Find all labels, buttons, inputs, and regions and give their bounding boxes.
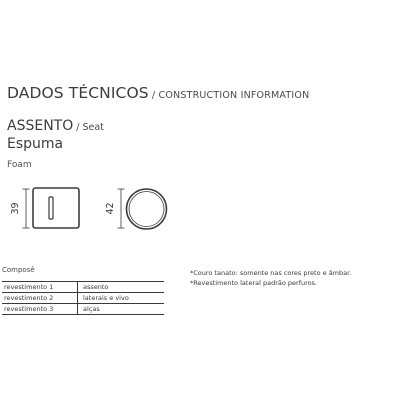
subsection-subtitle: Foam	[7, 160, 32, 170]
composition-table	[2, 281, 164, 315]
table-row	[2, 282, 164, 293]
section-title-pt: ASSENTO	[7, 118, 74, 134]
table-row	[2, 293, 164, 304]
composition-caption: Composê	[2, 266, 35, 274]
page-title	[7, 84, 309, 105]
table-row	[2, 304, 164, 315]
pouf-top-view-icon	[100, 186, 180, 234]
notes	[190, 268, 351, 288]
top-view-dimension-label: 42	[105, 202, 116, 215]
section-title	[7, 117, 104, 136]
note-item: *Revestimento lateral padrão perfuros.	[190, 279, 318, 287]
subsection-title: Espuma	[7, 136, 64, 152]
side-view-body	[33, 188, 79, 228]
composition-desc-cell: laterais e vivo	[78, 293, 165, 304]
top-view-body	[127, 189, 167, 229]
composition-part-cell: revestimento 3	[2, 304, 78, 315]
composition-part-cell: revestimento 1	[2, 282, 78, 293]
note-item: *Couro tanato: somente nas cores preto e âmbar.	[190, 269, 352, 277]
top-view-inner-rim	[129, 192, 164, 227]
page-title-en: / CONSTRUCTION INFORMATION	[148, 90, 310, 101]
side-view-dimension-label: 39	[10, 202, 21, 215]
page-title-pt: DADOS TÉCNICOS	[7, 84, 149, 102]
composition-desc-cell: alças	[78, 304, 165, 315]
pouf-side-view-icon	[4, 186, 84, 232]
section-title-en: / Seat	[73, 122, 104, 133]
side-view-handle	[49, 197, 53, 219]
composition-part-cell: revestimento 2	[2, 293, 78, 304]
composition-desc-cell: assento	[78, 282, 165, 293]
